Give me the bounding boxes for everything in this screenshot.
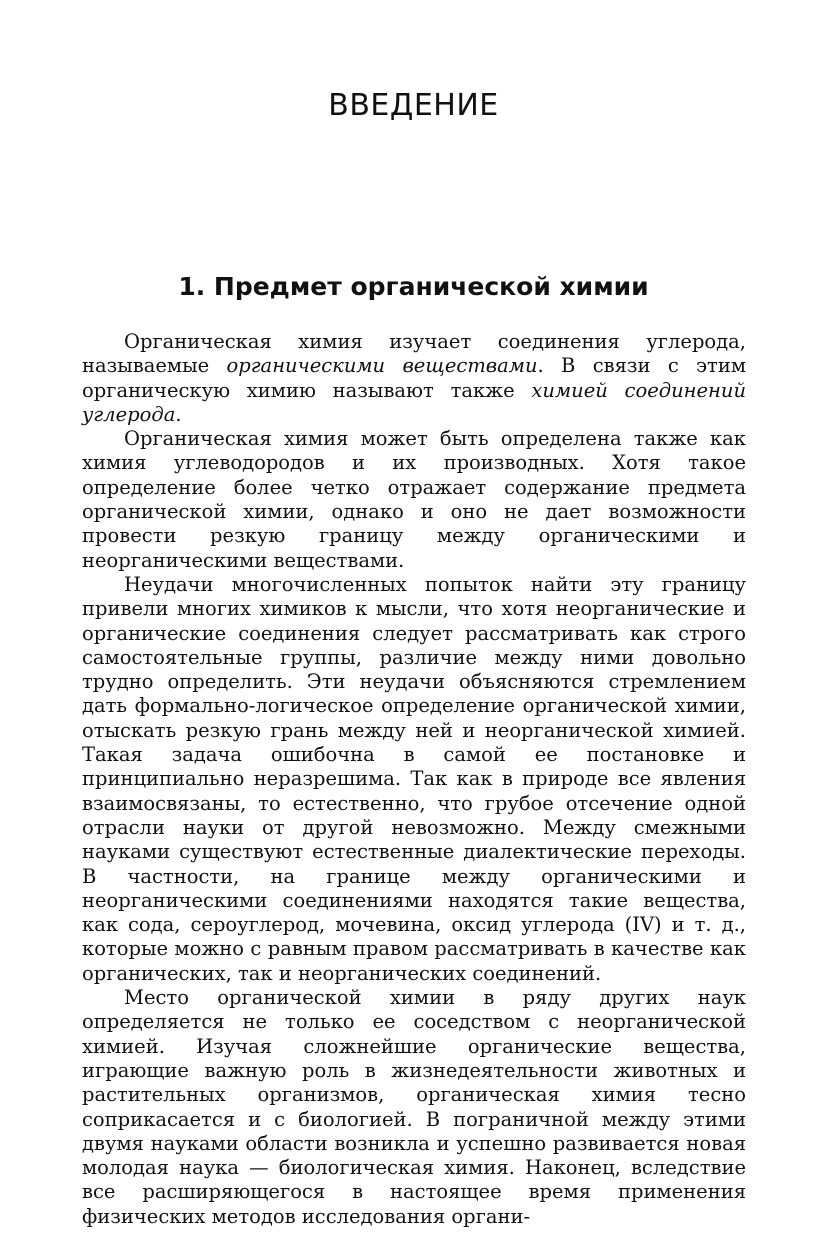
paragraph-1-italic-term-b: химией соединений углерода <box>82 378 746 426</box>
paragraph-1 <box>82 330 746 427</box>
paragraph-1-text-b: . В связи с этим органическую химию называют также <box>82 354 746 402</box>
paragraph-3: Неудачи многочисленных попыток найти эту границу привели многих химиков к мысли, что хотя неорганические и органические соединения следует рассматривать как строго самостоятельные группы, различие между ними довольно трудно определить. Эти неудачи объясняются стремлением дать формально-логическое определение органической химии, отыскать резкую грань между ней и неорганической химией. Такая задача ошибочна в самой ее постановке и принципиально неразрешима. Так как в природе все явления взаимосвязаны, то естественно, что грубое отсечение одной отрасли науки от другой невозможно. Между смежными науками существуют естественные диалектические переходы. В частности, на границе между органическими и неорганическими соединениями находятся такие вещества, как сода, сероуглерод, мочевина, оксид углерода (IV) и т. д., которые можно с равным правом рассматривать в качестве как органических, так и неорганических соединений. <box>82 572 746 985</box>
paragraph-2: Органическая химия может быть определена также как химия углеводородов и их производных. Хотя такое определение более четко отражает содержание предмета органической химии, однако и оно не дает возможности провести резкую границу между органическими и неорганическими веществами. <box>82 427 746 572</box>
paragraph-1-italic-term-a: органическими веществами <box>226 354 538 378</box>
paragraph-4: Место органической химии в ряду других наук определяется не только ее соседством с неорганической химией. Изучая сложнейшие органические вещества, играющие важную роль в жизнедеятельности животных и растительных организмов, органическая химия тесно соприкасается и с биологией. В пограничной между этими двумя науками области возникла и успешно развивается новая молодая наука — биологическая химия. Наконец, вследствие все расширяющегося в настоящее время применения физических методов исследования органи- <box>82 986 746 1228</box>
body-text <box>82 330 746 1229</box>
section-title: 1. Предмет органической химии <box>178 272 649 301</box>
paragraph-1-text-c: . <box>175 402 182 426</box>
chapter-title: ВВЕДЕНИЕ <box>328 88 499 123</box>
paragraph-1-text-a: Органическая химия изучает соединения углерода, называемые <box>82 330 746 378</box>
